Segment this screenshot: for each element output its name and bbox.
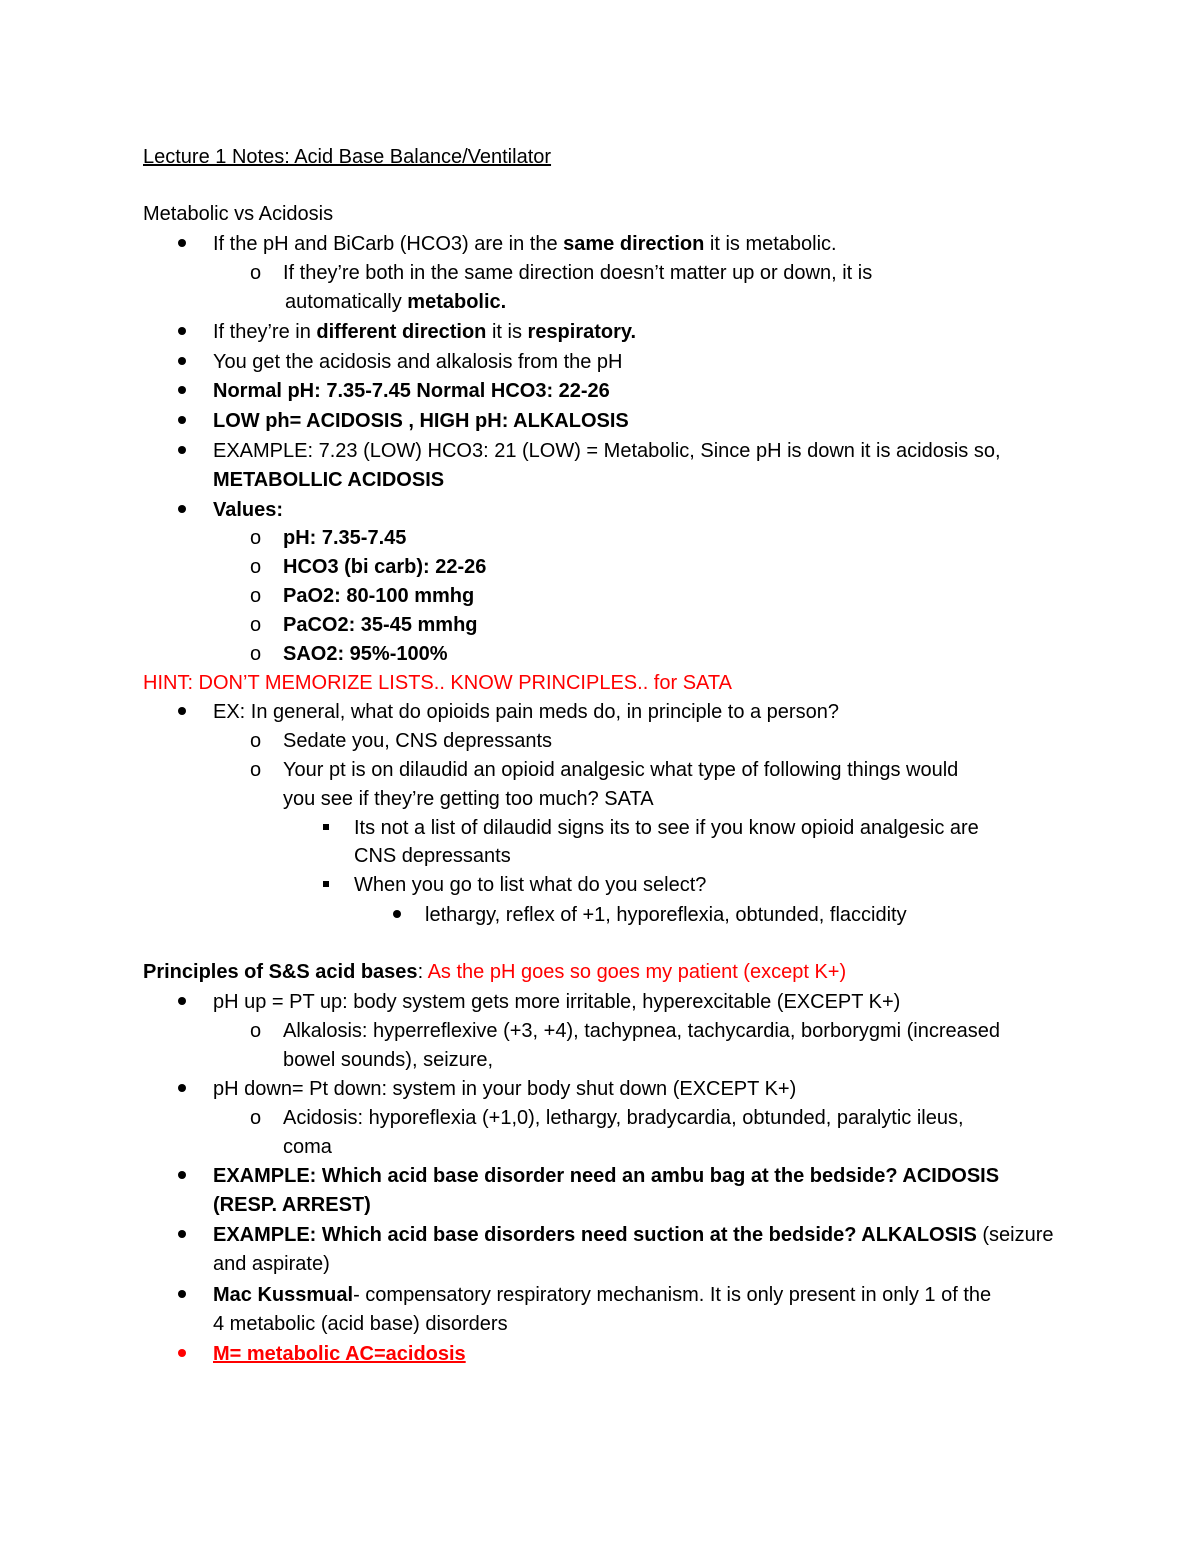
list-item xyxy=(0,1162,1200,1191)
list-item xyxy=(0,727,1200,756)
circle-bullet-icon: o xyxy=(250,643,262,665)
list-item xyxy=(0,1221,1200,1250)
text-run: Its not a list of dilaudid signs its to see if you know opioid analgesic are xyxy=(354,817,979,839)
list-item xyxy=(0,640,1200,669)
text-run-bold: M= metabolic AC=acidosis xyxy=(213,1343,466,1365)
text-run: pH down= Pt down: system in your body shut down (EXCEPT K+) xyxy=(213,1078,797,1100)
list-item xyxy=(0,437,1200,466)
text-run-bold: different direction xyxy=(316,321,487,343)
value-item: HCO3 (bi carb): 22-26 xyxy=(283,556,487,578)
hint-text: HINT: DON’T MEMORIZE LISTS.. KNOW PRINCIPLES.. for SATA xyxy=(143,672,732,694)
bullet-icon xyxy=(175,1075,189,1104)
page-title: Lecture 1 Notes: Acid Base Balance/Ventilator xyxy=(143,146,552,168)
text-run-bold: respiratory. xyxy=(527,321,637,343)
text-run: (seizure xyxy=(976,1224,1054,1246)
list-item xyxy=(0,901,1200,930)
circle-bullet-icon: o xyxy=(250,759,262,781)
text-run: - compensatory respiratory mechanism. It is only present in only 1 of the xyxy=(353,1284,992,1306)
list-item-continuation xyxy=(0,785,1200,814)
list-item xyxy=(0,1075,1200,1104)
list-item-continuation xyxy=(0,466,1200,495)
square-bullet-icon xyxy=(319,814,333,843)
text-run: If they’re in xyxy=(213,321,317,343)
list-item xyxy=(0,377,1200,406)
bullet-icon xyxy=(175,348,189,377)
bullet-icon xyxy=(175,496,189,525)
circle-bullet-icon: o xyxy=(250,585,262,607)
list-item-continuation xyxy=(0,842,1200,871)
list-item xyxy=(0,871,1200,900)
list-item xyxy=(0,259,1200,288)
list-item-continuation xyxy=(0,288,1200,317)
list-item xyxy=(0,496,1200,525)
list-item xyxy=(0,407,1200,436)
hint-line xyxy=(0,669,1200,698)
text-run: If the pH and BiCarb (HCO3) are in the xyxy=(213,233,564,255)
section2-heading: Principles of S&S acid bases xyxy=(143,961,418,983)
text-run: 4 metabolic (acid base) disorders xyxy=(213,1313,508,1335)
text-run: EXAMPLE: 7.23 (LOW) HCO3: 21 (LOW) = Metabolic, Since pH is down it is acidosis so, xyxy=(213,440,1001,462)
list-item xyxy=(0,230,1200,259)
value-item: PaCO2: 35-45 mmhg xyxy=(283,614,478,636)
text-run-bold: (RESP. ARREST) xyxy=(213,1194,371,1216)
text-run: You get the acidosis and alkalosis from the pH xyxy=(213,351,623,373)
text-run: Alkalosis: hyperreflexive (+3, +4), tachypnea, tachycardia, borborygmi (increased xyxy=(283,1020,1001,1042)
list-item xyxy=(0,1281,1200,1310)
text-run: it is xyxy=(486,321,528,343)
list-item xyxy=(0,1340,1200,1369)
circle-bullet-icon: o xyxy=(250,1107,262,1129)
text-run: coma xyxy=(283,1136,332,1158)
text-run: Sedate you, CNS depressants xyxy=(283,730,553,752)
bullet-icon xyxy=(175,437,189,466)
text-run-bold: metabolic. xyxy=(407,291,507,313)
text-run: and aspirate) xyxy=(213,1253,330,1275)
text-run-bold: Mac Kussmual xyxy=(213,1284,354,1306)
list-item xyxy=(0,524,1200,553)
bullet-icon xyxy=(175,1340,189,1369)
section-heading xyxy=(0,958,1200,987)
text-run-bold: METABOLLIC ACIDOSIS xyxy=(213,469,445,491)
circle-bullet-icon: o xyxy=(250,262,262,284)
bullet-icon xyxy=(390,901,404,930)
bullet-icon xyxy=(175,377,189,406)
title-line xyxy=(0,143,1200,172)
value-item: pH: 7.35-7.45 xyxy=(283,527,407,549)
bullet-icon xyxy=(175,988,189,1017)
list-item xyxy=(0,756,1200,785)
list-item-continuation xyxy=(0,1250,1200,1279)
text-run: : xyxy=(417,961,428,983)
square-bullet-icon xyxy=(319,871,333,900)
text-run-bold: LOW ph= ACIDOSIS , HIGH pH: ALKALOSIS xyxy=(213,410,629,432)
text-run: lethargy, reflex of +1, hyporeflexia, obtunded, flaccidity xyxy=(425,904,907,926)
bullet-icon xyxy=(175,230,189,259)
section2-heading-red: As the pH goes so goes my patient (except K+) xyxy=(427,961,847,983)
bullet-icon xyxy=(175,1162,189,1191)
text-run: When you go to list what do you select? xyxy=(354,874,707,896)
text-run-bold: same direction xyxy=(563,233,705,255)
circle-bullet-icon: o xyxy=(250,1020,262,1042)
list-item-continuation xyxy=(0,1310,1200,1339)
bullet-icon xyxy=(175,1221,189,1250)
list-item-continuation xyxy=(0,1191,1200,1220)
text-run: you see if they’re getting too much? SATA xyxy=(283,788,654,810)
circle-bullet-icon: o xyxy=(250,730,262,752)
list-item xyxy=(0,1104,1200,1133)
bullet-icon xyxy=(175,407,189,436)
text-run-bold: Normal pH: 7.35-7.45 Normal HCO3: 22-26 xyxy=(213,380,610,402)
circle-bullet-icon: o xyxy=(250,556,262,578)
list-item xyxy=(0,698,1200,727)
section1-heading: Metabolic vs Acidosis xyxy=(143,203,334,225)
list-item xyxy=(0,582,1200,611)
section-heading xyxy=(0,200,1200,229)
bullet-icon xyxy=(175,318,189,347)
value-item: SAO2: 95%-100% xyxy=(283,643,448,665)
list-item xyxy=(0,348,1200,377)
bullet-icon xyxy=(175,1281,189,1310)
circle-bullet-icon: o xyxy=(250,614,262,636)
text-run: bowel sounds), seizure, xyxy=(283,1049,494,1071)
list-item xyxy=(0,814,1200,843)
list-item-continuation xyxy=(0,1046,1200,1075)
circle-bullet-icon: o xyxy=(250,527,262,549)
text-run: Acidosis: hyporeflexia (+1,0), lethargy, bradycardia, obtunded, paralytic ileus, xyxy=(283,1107,964,1129)
text-run-bold: Values: xyxy=(213,499,284,521)
text-run: automatically xyxy=(285,291,408,313)
list-item xyxy=(0,611,1200,640)
text-run-bold: EXAMPLE: Which acid base disorder need an ambu bag at the bedside? ACIDOSIS xyxy=(213,1165,1000,1187)
bullet-icon xyxy=(175,698,189,727)
list-item xyxy=(0,318,1200,347)
text-run-bold: EXAMPLE: Which acid base disorders need suction at the bedside? ALKALOSIS xyxy=(213,1224,977,1246)
text-run: EX: In general, what do opioids pain meds do, in principle to a person? xyxy=(213,701,839,723)
list-item-continuation xyxy=(0,1133,1200,1162)
text-run: pH up = PT up: body system gets more irritable, hyperexcitable (EXCEPT K+) xyxy=(213,991,901,1013)
value-item: PaO2: 80-100 mmhg xyxy=(283,585,475,607)
text-run: Your pt is on dilaudid an opioid analgesic what type of following things would xyxy=(283,759,959,781)
list-item xyxy=(0,988,1200,1017)
list-item xyxy=(0,1017,1200,1046)
text-run: it is metabolic. xyxy=(704,233,837,255)
text-run: CNS depressants xyxy=(354,845,511,867)
list-item xyxy=(0,553,1200,582)
text-run: If they’re both in the same direction doesn’t matter up or down, it is xyxy=(283,262,873,284)
